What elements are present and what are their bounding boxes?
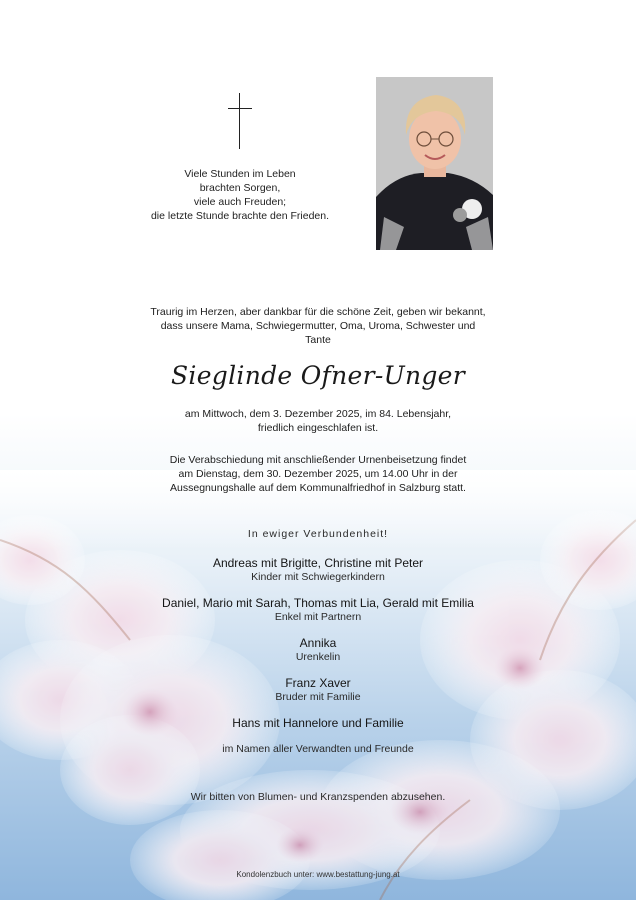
mourner-group [118,716,518,731]
mourner-group [118,556,518,584]
death-line: friedlich eingeschlafen ist. [257,422,379,434]
funeral-line: am Dienstag, dem 30. Dezember 2025, um 14.00 Uhr in der [178,468,458,480]
mourner-names: Annika [299,636,337,650]
mourner-names-main: Hans mit Hannelore [232,716,339,730]
funeral-details [118,453,518,495]
mourner-group [118,596,518,624]
intro-line: Traurig im Herzen, aber dankbar für die schöne Zeit, geben wir bekannt, [150,306,486,318]
funeral-line: Aussegnungshalle auf dem Kommunalfriedhof in Salzburg statt. [170,482,466,494]
mourner-names: Daniel, Mario mit Sarah, Thomas mit Lia, Gerald mit Emilia [162,596,474,610]
donation-request: Wir bitten von Blumen- und Kranzspenden abzusehen. [190,791,446,803]
death-notice [118,407,518,435]
mourner-relation: Bruder mit Familie [275,691,361,703]
poem-line: Viele Stunden im Leben [184,168,296,180]
mourner-group [118,676,518,704]
mourner-names-suffix: und Familie [341,716,404,730]
portrait-photo [376,77,493,250]
condolence-book-link[interactable]: Kondolenzbuch unter: www.bestattung-jung.at [236,870,400,879]
on-behalf-line: im Namen aller Verwandten und Freunde [222,743,414,755]
mourner-names [118,716,518,731]
mourner-group [118,636,518,664]
intro-line: dass unsere Mama, Schwiegermutter, Oma, Uroma, Schwester und [160,320,476,332]
cross-icon [228,93,252,149]
intro-line: Tante [305,334,331,346]
mourner-relation: Enkel mit Partnern [274,611,362,623]
deceased-name: Sieglinde Ofner-Unger [170,361,466,390]
mourner-names: Franz Xaver [285,676,351,690]
death-line: am Mittwoch, dem 3. Dezember 2025, im 84. Lebensjahr, [184,408,452,420]
announcement-intro [118,305,518,347]
mourner-names: Andreas mit Brigitte, Christine mit Peter [212,556,424,570]
poem-line: die letzte Stunde brachte den Frieden. [150,210,330,222]
poem-line: brachten Sorgen, [199,182,281,194]
mourner-relation: Urenkelin [295,651,341,663]
poem [130,167,350,223]
poem-line: viele auch Freuden; [193,196,287,208]
funeral-line: Die Verabschiedung mit anschließender Urnenbeisetzung findet [169,454,467,466]
motto: In ewiger Verbundenheit! [247,528,389,540]
mourner-relation: Kinder mit Schwiegerkindern [251,571,385,583]
